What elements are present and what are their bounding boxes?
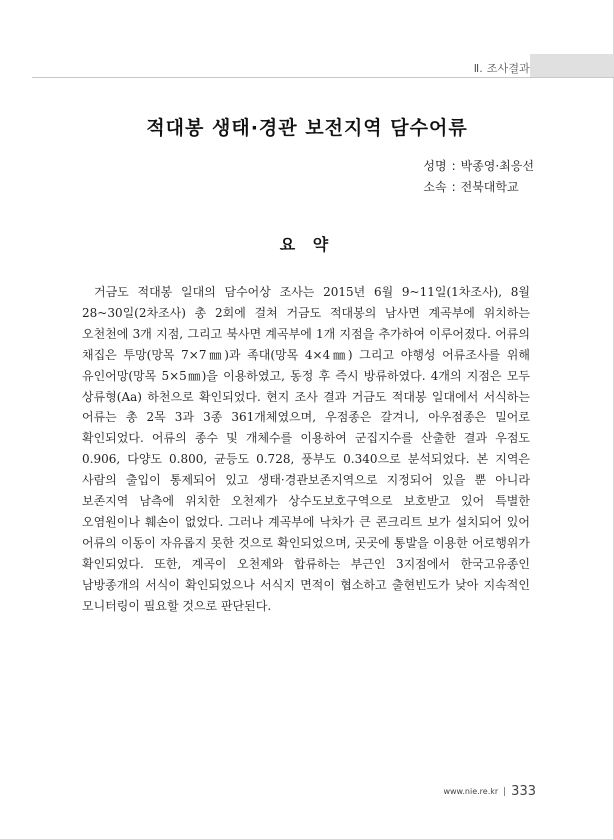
author-affiliation-value: 전북대학교: [460, 180, 519, 194]
abstract-text: 거금도 적대봉 일대의 담수어상 조사는 2015년 6월 9~11일(1차조사), 8월 28~30일(2차조사) 총 2회에 걸쳐 거금도 적대봉의 남사면 계곡부에 위치하는 오천천에 3개 지점, 그리고 북사면 계곡부에 1개 지점을 추가하여 이루어졌다. 어류의 채집은 투망(망목 7×7㎜)과 족대(망목 4×4㎜) 그리고 야행성 어류조사를 위해 유인어망(망목 5×5㎜)을 이용하였고, 동정 후 즉시 방류하였다. 4개의 지점은 모두 상류형(Aa) 하천으로 확인되었다. 현지 조사 결과 거금도 적대봉 일대에서 서식하는 어류는 총 2목 3과 3종 361개체였으며, 우점종은 갈겨니, 아우점종은 밀어로 확인되었다. 어류의 종수 및 개체수를 이용하여 군집지수를 산출한 결과 우점도 0.906, 다양도 0.800, 균등도 0.728, 풍부도 0.340으로 분석되었다. 본 지역은 사람의 출입이 통제되어 있고 생태·경관보존지역으로 지정되어 있을 뿐 아니라 보존지역 남측에 위치한 오천제가 상수도보호구역으로 보호받고 있어 특별한 오염원이나 훼손이 없었다. 그러나 계곡부에 낙차가 큰 콘크리트 보가 설치되어 있어 어류의 이동이 자유롭지 못한 것으로 확인되었으며, 곳곳에 통발을 이용한 어로행위가 확인되었다. 또한, 계곡이 오천제와 합류하는 부근인 3지점에서 한국고유종인 남방종개의 서식이 확인되었으나 서식지 면적이 협소하고 출현빈도가 낮아 지속적인 모니터링이 필요할 것으로 판단된다.: [82, 285, 530, 613]
footer: [443, 781, 536, 800]
separator: :: [451, 159, 456, 173]
author-name-key: 성명: [423, 159, 447, 173]
footer-url: www.nie.re.kr: [443, 787, 499, 796]
footer-divider: [504, 787, 505, 796]
author-affiliation-row: [423, 177, 534, 198]
author-block: [423, 156, 534, 198]
summary-heading: 요 약: [279, 235, 335, 254]
page-title: 적대봉 생태·경관 보전지역 담수어류: [146, 117, 468, 139]
author-name-value: 박종영·최응선: [460, 159, 534, 173]
separator: :: [451, 180, 456, 194]
author-name-row: [423, 156, 534, 177]
author-affiliation-key: 소속: [423, 180, 447, 194]
page-number: 333: [511, 784, 536, 799]
section-tab: [530, 54, 614, 77]
header-rule: [32, 77, 614, 78]
section-label: Ⅱ. 조사결과: [473, 62, 530, 75]
